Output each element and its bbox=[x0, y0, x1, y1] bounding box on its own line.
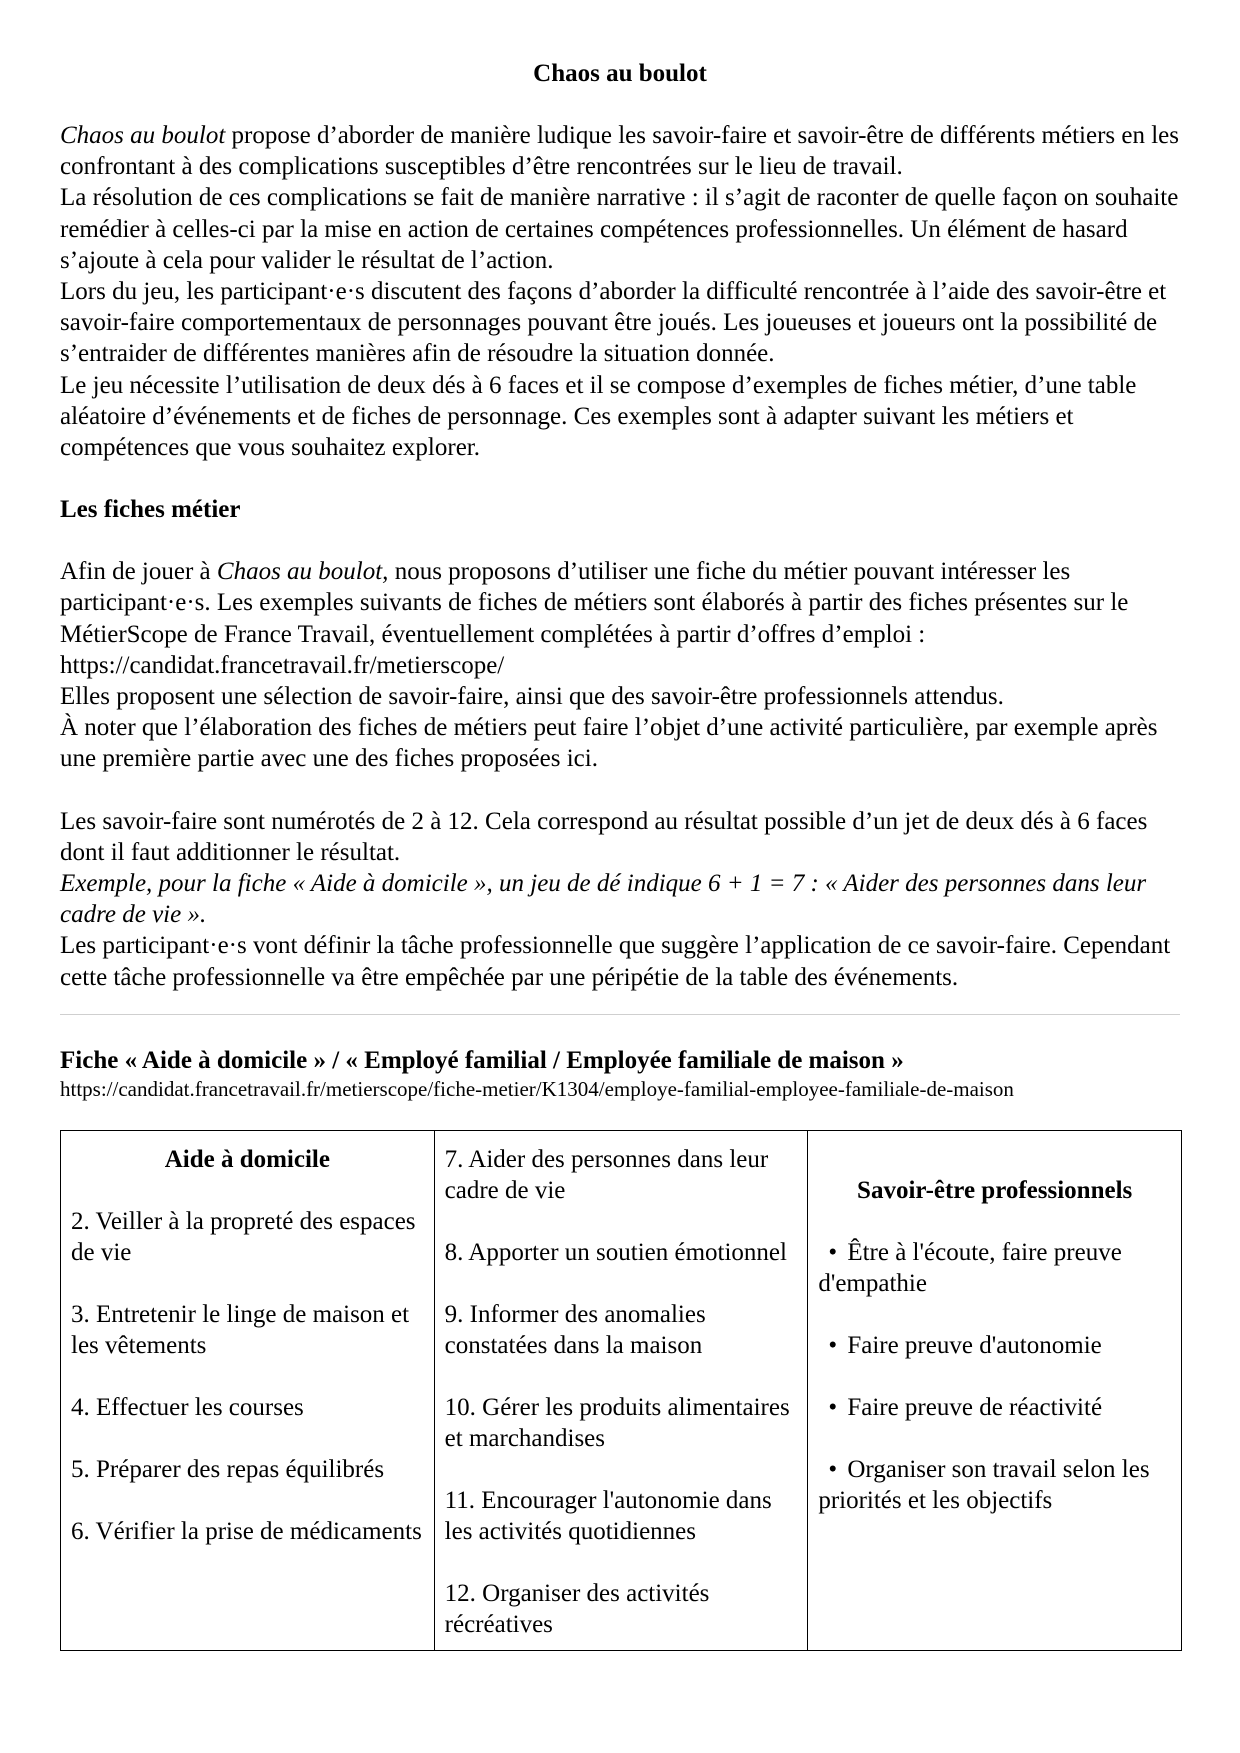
savoir-etre-text: Faire preuve d'autonomie bbox=[847, 1331, 1102, 1359]
intro-paragraph-1 bbox=[60, 120, 1180, 182]
section-divider bbox=[60, 1014, 1180, 1015]
intro-paragraph-2: La résolution de ces complications se fait de manière narrative : il s’agit de raconter de quelle façon on souhaite remédier à celles-ci par la mise en action de certaines compétences professionnelles. Un élément de hasard s’ajoute à cela pour valider le résultat de l’action. bbox=[60, 184, 1179, 274]
section-heading-fiches: Les fiches métier bbox=[60, 496, 241, 524]
savoir-etre-text: Être à l'écoute, faire preuve d'empathie bbox=[818, 1238, 1122, 1297]
intro-paragraph-4: Le jeu nécessite l’utilisation de deux dés à 6 faces et il se compose d’exemples de fiches métier, d’une table aléatoire d’événements et de fiches de personnage. Ces exemples sont à adapter suivant les métiers et compétences que vous souhaitez explorer. bbox=[60, 371, 1137, 462]
column-title-savoir-etre: Savoir-être professionnels bbox=[857, 1176, 1133, 1204]
savoir-etre-text: Faire preuve de réactivité bbox=[847, 1393, 1103, 1421]
bullet-icon: • bbox=[828, 1393, 838, 1421]
savoir-etre-item bbox=[818, 1237, 1171, 1299]
savoir-faire-item: 5. Préparer des repas équilibrés bbox=[71, 1455, 385, 1483]
bullet-icon: • bbox=[828, 1331, 838, 1359]
savoir-faire-item: 7. Aider des personnes dans leur cadre de vie bbox=[444, 1145, 769, 1204]
savoir-faire-item: 4. Effectuer les courses bbox=[71, 1393, 304, 1421]
fiches-example-text: Exemple, pour la fiche « Aide à domicile », un jeu de dé indique 6 + 1 = 7 : « Aider des personnes dans leur cadre de vie ». bbox=[60, 870, 1147, 929]
fiche-title: Fiche « Aide à domicile » / « Employé familial / Employée familiale de maison » bbox=[60, 1046, 904, 1074]
fiches-paragraph-3: À noter que l’élaboration des fiches de métiers peut faire l’objet d’une activité particulière, par exemple après une première partie avec une des fiches proposées ici. bbox=[60, 714, 1158, 773]
intro-game-name: Chaos au boulot bbox=[60, 122, 226, 149]
savoir-faire-item: 3. Entretenir le linge de maison et les vêtements bbox=[71, 1300, 410, 1359]
bullet-icon: • bbox=[828, 1238, 838, 1266]
savoir-faire-column-1 bbox=[61, 1130, 435, 1650]
fiches-paragraph-1-start: Afin de jouer à bbox=[60, 558, 217, 586]
savoir-etre-text: Organiser son travail selon les priorités et les objectifs bbox=[818, 1455, 1150, 1514]
savoir-faire-item: 2. Veiller à la propreté des espaces de vie bbox=[71, 1207, 416, 1266]
savoir-faire-item: 11. Encourager l'autonomie dans les activités quotidiennes bbox=[444, 1486, 772, 1545]
document-title: Chaos au boulot bbox=[533, 60, 707, 87]
fiche-url: https://candidat.francetravail.fr/metierscope/fiche-metier/K1304/employe-familial-employee-familiale-de-maison bbox=[60, 1076, 1014, 1101]
savoir-faire-item: 10. Gérer les produits alimentaires et marchandises bbox=[444, 1393, 790, 1452]
fiches-paragraph-1 bbox=[60, 556, 1180, 681]
intro-paragraph-1-text: propose d’aborder de manière ludique les savoir-faire et savoir-être de différents métiers en les confrontant à des complications susceptibles d’être rencontrées sur le lieu de travail. bbox=[60, 122, 1179, 181]
bullet-icon: • bbox=[828, 1455, 838, 1483]
savoir-etre-item bbox=[818, 1454, 1171, 1516]
fiches-paragraph-1-end: nous proposons d’utiliser une fiche du métier pouvant intéresser les participant·e·s. Les exemples suivants de fiches de métiers sont élaborés à partir des fiches présentes sur le MétierScope de France Travail, éventuellement complétées à partir d’offres d’emploi : https://candidat.francetravail.fr/metierscope/ bbox=[60, 558, 1129, 679]
fiches-example bbox=[60, 868, 1180, 930]
document-content bbox=[60, 58, 1180, 1651]
fiches-paragraph-4: Les savoir-faire sont numérotés de 2 à 12. Cela correspond au résultat possible d’un jet de deux dés à 6 faces dont il faut additionner le résultat. bbox=[60, 807, 1148, 866]
savoir-faire-item: 6. Vérifier la prise de médicaments bbox=[71, 1517, 422, 1545]
column-title-aide-a-domicile: Aide à domicile bbox=[164, 1145, 330, 1173]
fiches-game-name: Chaos au boulot, bbox=[216, 558, 389, 586]
savoir-etre-column bbox=[808, 1130, 1182, 1650]
savoir-faire-item: 9. Informer des anomalies constatées dans la maison bbox=[444, 1300, 706, 1359]
savoir-faire-column-2 bbox=[434, 1130, 808, 1650]
intro-paragraph-3: Lors du jeu, les participant·e·s discutent des façons d’aborder la difficulté rencontrée à l’aide des savoir-être et savoir-faire comportementaux de personnages pouvant être joués. Les joueuses et joueurs ont la possibilité de s’entraider de différentes manières afin de résoudre la situation donnée. bbox=[60, 278, 1167, 368]
savoir-faire-item: 12. Organiser des activités récréatives bbox=[444, 1579, 710, 1638]
savoir-etre-item bbox=[818, 1392, 1171, 1423]
savoir-faire-item: 8. Apporter un soutien émotionnel bbox=[444, 1238, 787, 1266]
fiches-paragraph-6: Les participant·e·s vont définir la tâche professionnelle que suggère l’application de ce savoir-faire. Cependant cette tâche professionnelle va être empêchée par une péripétie de la table des événements. bbox=[60, 932, 1171, 991]
fiche-table bbox=[60, 1130, 1182, 1651]
savoir-etre-item bbox=[818, 1330, 1171, 1361]
fiche-table-row bbox=[61, 1130, 1182, 1650]
fiches-paragraph-2: Elles proposent une sélection de savoir-faire, ainsi que des savoir-être professionnels attendus. bbox=[60, 683, 1004, 711]
